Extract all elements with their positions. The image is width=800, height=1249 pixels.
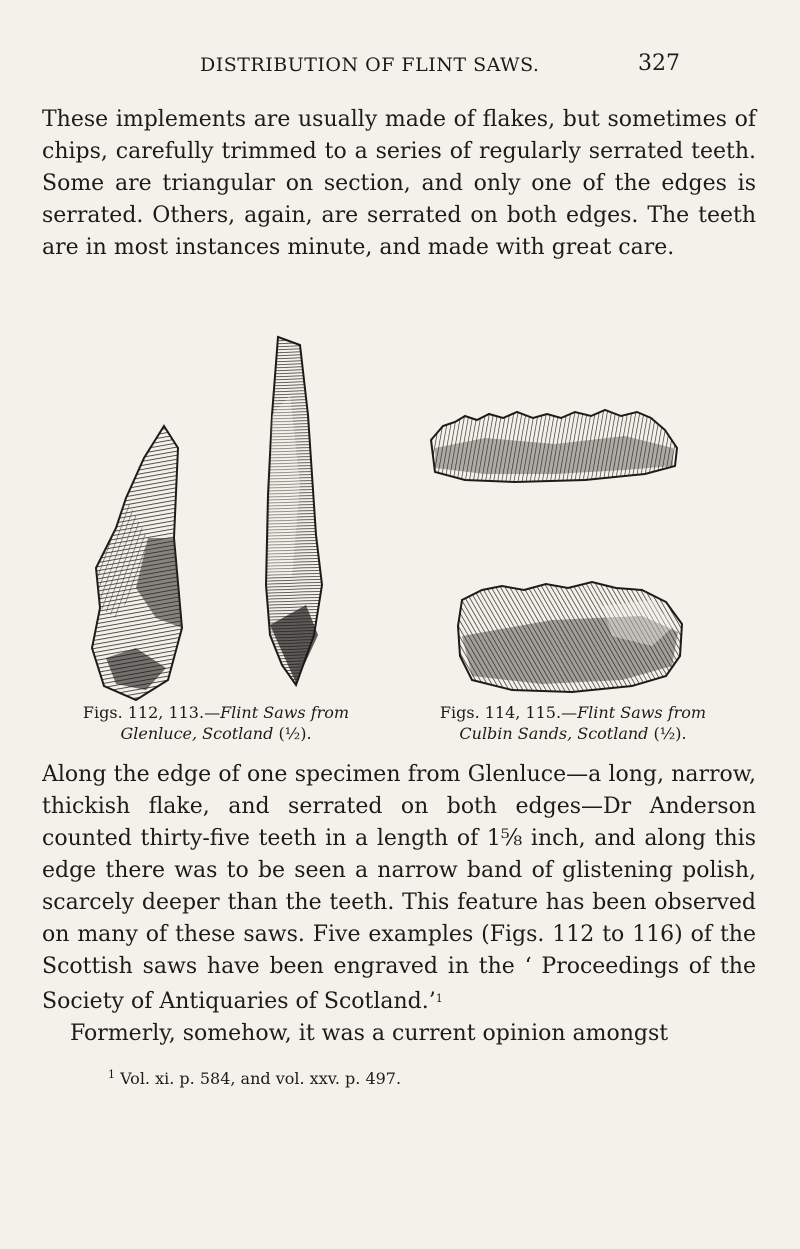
footnote-marker: 1 [108, 1068, 115, 1081]
caption-right-italic1: Flint Saws from [577, 703, 707, 722]
caption-right-scale: (½). [653, 724, 687, 743]
figure-115-flint-saw [452, 576, 692, 696]
footnote [108, 1068, 401, 1088]
running-title: DISTRIBUTION OF FLINT SAWS. [200, 54, 540, 76]
figure-114-flint-saw [425, 408, 685, 488]
paragraph-3: Formerly, somehow, it was a current opinion amongst [70, 1021, 669, 1046]
caption-left-figs: Figs. 112, 113.— [82, 703, 221, 722]
footnote-text: Vol. xi. p. 584, and vol. xxv. p. 497. [120, 1069, 402, 1088]
page-number: 327 [638, 51, 680, 76]
paragraph-1: These implements are usually made of flakes, but sometimes of chips, carefully trimmed to a series of regularly serrated teeth. Some are triangular on section, and only one of the edges is serrated. Others, again, are serrated on both edges. The teeth are in most instances minute, and made with great care. [42, 107, 756, 260]
caption-right-italic2: Culbin Sands, Scotland [459, 724, 649, 743]
caption-left-italic2: Glenluce, Scotland [120, 724, 274, 743]
figure-112-flint-saw [86, 418, 186, 703]
page-header [0, 51, 800, 84]
footnote-reference: 1 [435, 992, 443, 1005]
caption-left-scale: (½). [278, 724, 312, 743]
caption-left-italic1: Flint Saws from [220, 703, 350, 722]
caption-figs-112-113 [78, 702, 354, 744]
paragraph-2-text: Along the edge of one specimen from Glenluce—a long, narrow, thickish flake, and serrated on both edges—Dr Anderson counted thirty-five teeth in a length of 1⅝ inch, and along this edge there was to be seen a narrow band of glistening polish, scarcely deeper than the teeth. This feature has been observed on many of these saws. Five examples (Figs. 112 to 116) of the Scottish saws have been engraved in the ‘ Proceedings of the Society of Antiquaries of Scotland.’ [42, 762, 756, 1014]
figure-113-flint-saw [256, 335, 336, 695]
paragraph-2 [42, 759, 756, 1018]
caption-figs-114-115 [428, 702, 718, 744]
caption-right-figs: Figs. 114, 115.— [439, 703, 578, 722]
